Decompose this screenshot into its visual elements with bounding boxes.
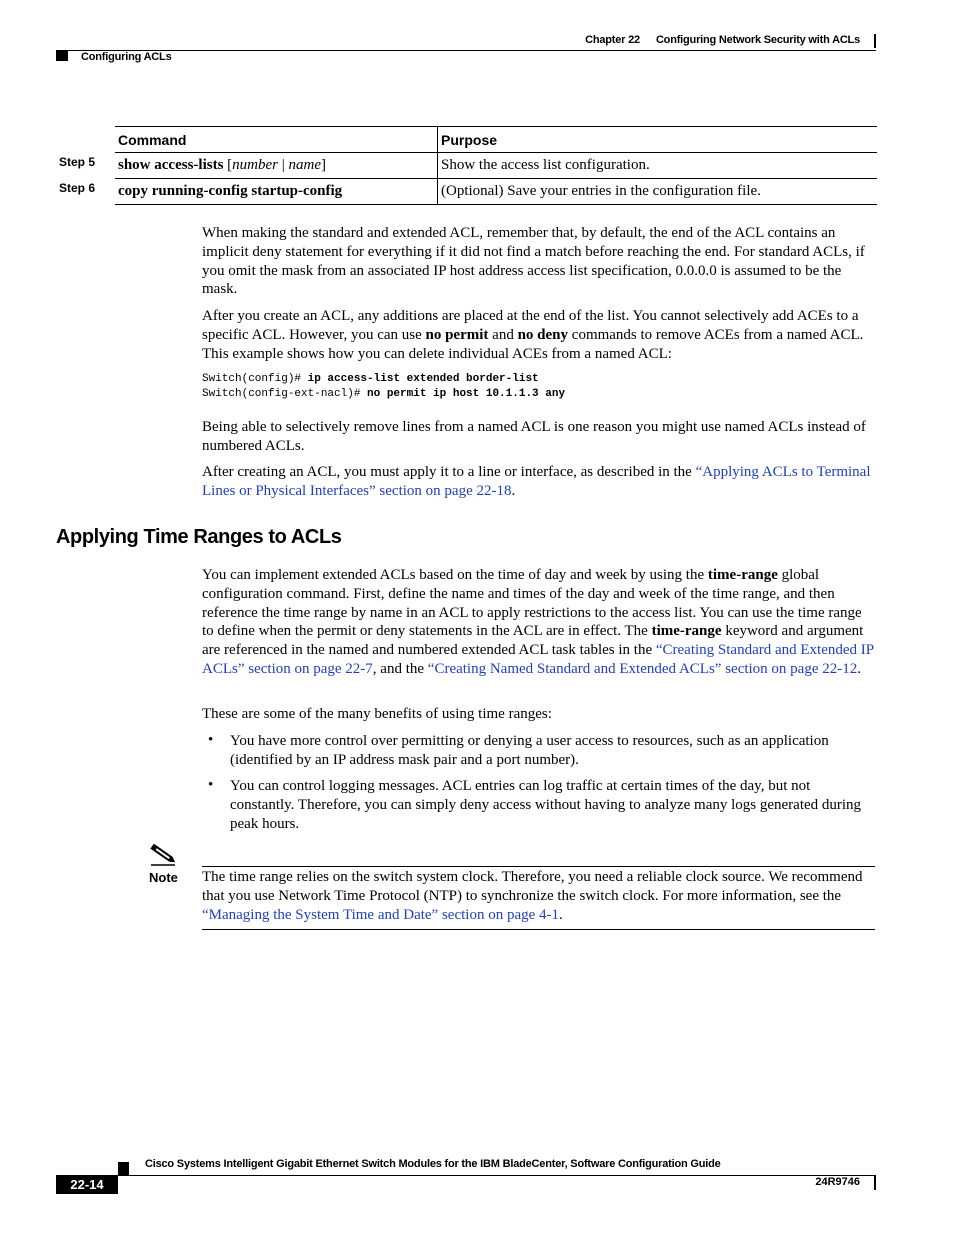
- footer-book-title: Cisco Systems Intelligent Gigabit Ethernet Switch Modules for the IBM BladeCenter, Software Configuration Guide: [145, 1158, 721, 1170]
- header-marker: [56, 51, 68, 61]
- xref-link-named-standard[interactable]: “Creating Named Standard and Extended ACLs” section on page 22-12: [427, 660, 858, 677]
- footer-tick: [874, 1176, 876, 1190]
- xref-link-standard-extended[interactable]: “Creating Standard and Extended IP ACLs” section on page 22-7: [202, 642, 874, 677]
- xref-link-applying-acls[interactable]: “Applying ACLs to Terminal Lines or Physical Interfaces” section on page 22-18: [202, 464, 871, 499]
- note-text: The time range relies on the switch system clock. Therefore, you need a reliable clock source. We recommend that you use Network Time Protocol (NTP) to synchronize the switch clock. For more information, see the “Managing the System Time and Date” section on page 4-1.: [202, 869, 863, 923]
- paragraph-ace-additions: After you create an ACL, any additions are placed at the end of the list. You cannot selectively add ACEs to a specific ACL. However, you can use no permit and no deny commands to remove ACEs from a named ACL. This example shows how you can delete individual ACEs from a named ACL:: [202, 308, 864, 362]
- list-item: You can control logging messages. ACL entries can log traffic at certain times of the day, but not constantly. Therefore, you can simply deny access without having to analyze many logs generated during peak hours.: [230, 778, 862, 832]
- document-number: 24R9746: [815, 1176, 860, 1188]
- command-cell: [115, 179, 438, 205]
- paragraph-benefits-intro: These are some of the many benefits of using time ranges:: [202, 706, 552, 722]
- purpose-cell: (Optional) Save your entries in the configuration file.: [438, 179, 878, 205]
- column-header-command: Command: [115, 127, 438, 153]
- footer-rule: [56, 1175, 876, 1176]
- command-cell: [115, 153, 438, 179]
- code-command: ip access-list extended border-list: [307, 373, 539, 385]
- paragraph-time-ranges: You can implement extended ACLs based on the time of day and week by using the time-range global configuration command. First, define the name and times of the day and week of the time range, and then reference the time range by name in an ACL to apply restrictions to the access list. You can use the time range to define when the permit or deny statements in the ACL are in effect. The time-range keyword and argument are referenced in the named and numbered extended ACL task tables in the “Creating Standard and Extended IP ACLs” section on page 22-7, and the “Creating Named Standard and Extended ACLs” section on page 22-12.: [202, 567, 874, 677]
- note-rule-bottom: [202, 929, 875, 930]
- pencil-note-icon: [149, 843, 177, 867]
- paragraph-apply-acl: After creating an ACL, you must apply it to a line or interface, as described in the “Applying ACLs to Terminal Lines or Physical Interfaces” section on page 22-18.: [202, 464, 871, 499]
- section-heading: Applying Time Ranges to ACLs: [56, 526, 342, 548]
- table-header-row: [115, 127, 877, 153]
- page-number: 22-14: [56, 1176, 118, 1194]
- paragraph-default-deny: When making the standard and extended ACL, remember that, by default, the end of the ACL contains an implicit deny statement for everything if it did not find a match before reaching the end. For standard ACLs, if you omit the mask from an associated IP host address access list specification, 0.0.0.0 is assumed to be the mask.: [202, 225, 865, 298]
- footer-marker: [118, 1162, 129, 1175]
- list-item: You have more control over permitting or denying a user access to resources, such as an application (identified by an IP address mask pair and a port number).: [230, 733, 829, 768]
- command-keyword: copy running-config startup-config: [118, 183, 343, 199]
- command-keyword: show access-lists: [118, 157, 224, 173]
- chapter-number: Chapter 22: [585, 34, 640, 46]
- xref-link-system-time[interactable]: “Managing the System Time and Date” section on page 4-1: [202, 906, 560, 923]
- command-args: [number | name]: [227, 157, 327, 173]
- code-prompt: Switch(config-ext-nacl)#: [202, 388, 368, 400]
- code-command: no permit ip host 10.1.1.3 any: [367, 388, 566, 400]
- table-row: [115, 179, 877, 205]
- step-label: Step 5: [59, 155, 96, 169]
- note-label: Note: [149, 870, 178, 885]
- section-header: Configuring ACLs: [81, 51, 172, 63]
- table-row: [115, 153, 877, 179]
- note-rule-top: [202, 866, 875, 867]
- header-tick: [874, 34, 876, 48]
- paragraph-named-acls: Being able to selectively remove lines from a named ACL is one reason you might use named ACLs instead of numbered ACLs.: [202, 419, 866, 454]
- column-header-purpose: Purpose: [438, 127, 878, 153]
- step-label: Step 6: [59, 181, 96, 195]
- bullet-marker: •: [208, 732, 214, 748]
- bullet-marker: •: [208, 777, 214, 793]
- command-table: [115, 126, 877, 205]
- code-example: [202, 372, 565, 402]
- chapter-title: Configuring Network Security with ACLs: [655, 34, 860, 46]
- purpose-cell: Show the access list configuration.: [438, 153, 878, 179]
- header-rule: [56, 50, 876, 51]
- code-prompt: Switch(config)#: [202, 373, 308, 385]
- running-header: [585, 34, 860, 46]
